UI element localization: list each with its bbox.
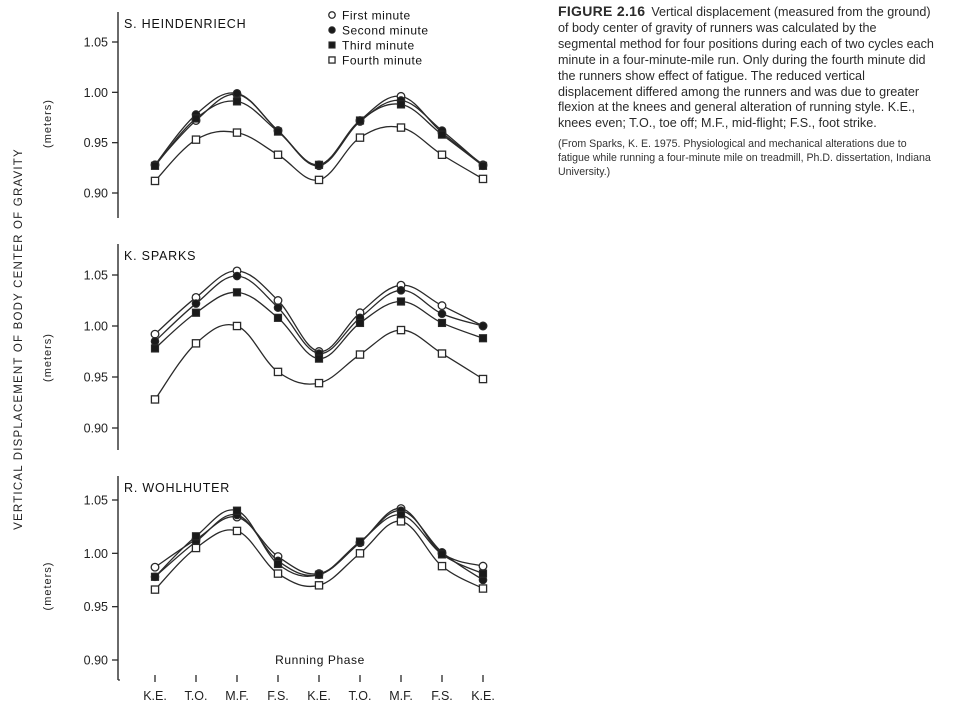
data-point [356,538,363,545]
data-point [315,161,322,168]
data-point [192,340,199,347]
y-tick-label: 0.95 [83,600,108,615]
data-point [397,101,404,108]
data-point [479,335,486,342]
panel-title: S. HEINDENRIECH [124,17,247,31]
data-point [356,351,363,358]
data-point [356,134,363,141]
data-point [233,129,240,136]
data-point [192,533,199,540]
series-line [155,521,483,589]
data-point [274,560,281,567]
unit-label: (meters) [42,561,54,611]
data-point [233,527,240,534]
panel-title: K. SPARKS [124,249,197,263]
data-point [151,573,158,580]
y-tick-label: 0.95 [83,370,108,385]
x-tick-label: K.E. [307,689,331,703]
unit-label: (meters) [42,333,54,382]
data-point [192,136,199,143]
x-tick-label: F.S. [431,689,453,703]
x-axis-label: Running Phase [275,653,365,667]
data-point [438,563,445,570]
legend-entry: Fourth minute [342,53,423,68]
data-point [479,322,487,330]
legend-entry: Second minute [342,23,429,38]
data-point [397,298,404,305]
x-tick-label: M.F. [225,689,249,703]
data-point [274,570,281,577]
data-point [233,289,240,296]
data-point [397,287,405,295]
data-point [192,544,199,551]
legend-marker [329,12,335,18]
x-tick-label: T.O. [348,689,372,703]
data-point [315,176,322,183]
legend-entry: Third minute [342,38,415,53]
legend-marker [329,42,335,48]
legend [329,9,429,68]
caption-source: (From Sparks, K. E. 1975. Physiological and mechanical alterations due to fatigue while running a four-minute mile on treadmill, Ph.D. dissertation, Indiana University.) [558,138,931,179]
data-point [151,586,158,593]
data-point [192,115,199,122]
data-point [315,380,322,387]
data-point [151,563,159,571]
data-point [151,338,159,346]
data-point [397,518,404,525]
data-point [479,375,486,382]
data-point [356,319,363,326]
x-tick-label: K.E. [471,689,495,703]
data-point [356,550,363,557]
x-tick-label: M.F. [389,689,413,703]
x-tick-label: T.O. [184,689,208,703]
y-tick-label: 1.05 [83,493,108,508]
data-point [233,507,240,514]
legend-marker [329,57,335,63]
data-point [315,355,322,362]
data-point [438,350,445,357]
data-point [192,300,200,308]
y-tick-label: 0.90 [83,653,108,668]
data-point [233,272,241,280]
data-point [151,396,158,403]
data-point [397,326,404,333]
y-tick-label: 1.00 [83,319,108,334]
figure-caption [558,4,938,179]
data-point [479,562,487,570]
series-markers-layer [151,90,487,594]
data-point [438,131,445,138]
data-point [233,90,241,98]
data-point [274,314,281,321]
data-point [479,570,486,577]
axes-layer [42,12,495,703]
series-line [155,276,483,354]
data-point [274,297,282,305]
y-tick-label: 1.00 [83,85,108,100]
data-point [274,151,281,158]
data-point [356,117,363,124]
y-tick-label: 0.95 [83,136,108,151]
data-point [274,304,282,312]
y-tick-label: 0.90 [83,421,108,436]
figure-label: FIGURE 2.16 [558,3,646,19]
data-point [151,177,158,184]
data-point [315,571,322,578]
x-tick-label: F.S. [267,689,289,703]
data-point [151,162,158,169]
y-tick-label: 1.05 [83,35,108,50]
series-line [155,93,483,166]
data-point [274,128,281,135]
data-point [233,322,240,329]
x-tick-label: K.E. [143,689,167,703]
data-point [315,582,322,589]
data-point [151,330,159,338]
data-point [438,319,445,326]
data-point [397,124,404,131]
data-point [438,151,445,158]
y-tick-label: 1.00 [83,546,108,561]
y-axis-label: VERTICAL DISPLACEMENT OF BODY CENTER OF GRAVITY [13,148,25,530]
legend-entry: First minute [342,8,411,23]
data-point [438,302,446,310]
data-point [479,175,486,182]
caption-text: Vertical displacement (measured from the ground) of body center of gravity of runners was calculated by the segmental method for four positions during each of two cycles each minute in a four-minute-mile run. Only during the fourth minute did the runners show effect of fatigue. The reduced vertical displacement differed among the runners and was due to greater flexion at the knees and general alteration of running style. K.E., knees even; T.O., toe off; M.F., mid-flight; F.S., foot strike. [558,5,934,131]
data-point [274,368,281,375]
data-point [151,345,158,352]
y-tick-label: 1.05 [83,268,108,283]
data-point [192,309,199,316]
data-point [479,162,486,169]
series-line [155,127,483,181]
unit-label: (meters) [42,99,54,148]
panel-title: R. WOHLHUTER [124,481,231,495]
data-point [479,585,486,592]
data-point [438,310,446,318]
legend-marker [329,27,335,33]
data-point [438,551,445,558]
series-line [155,94,483,165]
series-line [155,271,483,352]
y-tick-label: 0.90 [83,186,108,201]
series-line [155,101,483,166]
data-point [233,98,240,105]
